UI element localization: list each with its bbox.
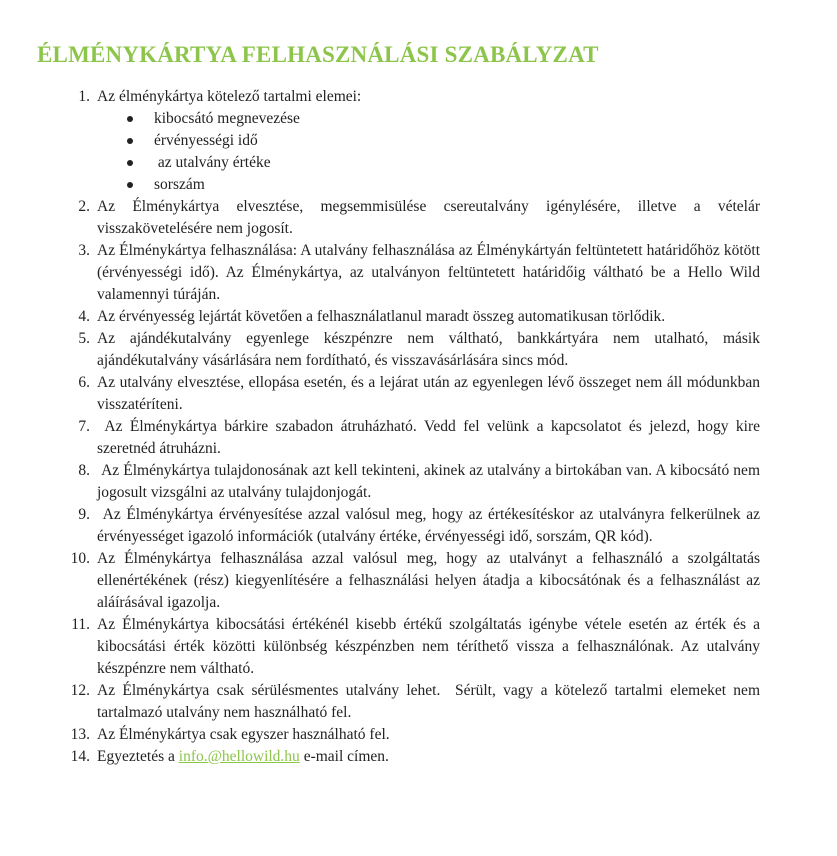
rule-number: 1 . bbox=[60, 86, 90, 108]
rule-number: 4 . bbox=[60, 306, 90, 328]
rule-item bbox=[60, 416, 764, 460]
sub-item-text: sorszám bbox=[154, 176, 205, 193]
rule-text: Az Élménykártya elvesztése, megsemmisülése csereutalvány igénylésére, illetve a vételár visszakövetelésére nem jogosít. bbox=[97, 198, 764, 237]
bullet-icon bbox=[127, 116, 133, 122]
rule-text: Az élménykártya kötelező tartalmi elemei: bbox=[97, 88, 362, 105]
rule-item bbox=[60, 504, 764, 548]
rule-item bbox=[60, 372, 764, 416]
rules-list bbox=[60, 86, 764, 768]
rule-number: 10 . bbox=[60, 548, 90, 570]
rule-text: Az Élménykártya kibocsátási értékénél kisebb értékű szolgáltatás igénybe vétele esetén az érték és a kibocsátási érték közötti különbség készpénzben nem téríthető vissza a felhasználónak. Az utalvány készpénzre nem váltható. bbox=[97, 616, 764, 677]
sub-list bbox=[97, 108, 760, 196]
rule-number: 3 . bbox=[60, 240, 90, 262]
bullet-icon bbox=[127, 138, 133, 144]
rule-number: 2 . bbox=[60, 196, 90, 218]
rule-item bbox=[60, 196, 764, 240]
sub-item-text: érvényességi idő bbox=[154, 132, 258, 149]
sub-list-item bbox=[127, 152, 760, 174]
sub-list-item bbox=[127, 174, 760, 196]
rule-text: Az érvényesség lejártát követően a felhasználatlanul maradt összeg automatikusan törlődik. bbox=[97, 308, 666, 325]
sub-list-item bbox=[127, 108, 760, 130]
rule-number: 11 . bbox=[60, 614, 90, 636]
bullet-icon bbox=[127, 160, 133, 166]
rule-item bbox=[60, 680, 764, 724]
rule-number: 14 . bbox=[60, 746, 90, 768]
rule-text: Az Élménykártya bárkire szabadon átruházható. Vedd fel velünk a kapcsolatot és jelezd, hogy kire szeretnéd átruházni. bbox=[97, 418, 764, 457]
sub-item-text: az utalvány értéke bbox=[154, 154, 271, 171]
rule-number: 7 . bbox=[60, 416, 90, 438]
rule-text: Az utalvány elvesztése, ellopása esetén, és a lejárat után az egyenlegen lévő összeget nem áll módunkban visszatéríteni. bbox=[97, 374, 764, 413]
rule-text-after: e-mail címen. bbox=[299, 748, 389, 765]
rule-item bbox=[60, 746, 760, 768]
rule-item bbox=[60, 724, 760, 746]
rule-text: Az Élménykártya csak sérülésmentes utalvány lehet. Sérült, vagy a kötelező tartalmi elemeket nem tartalmazó utalvány nem használható fel. bbox=[97, 682, 764, 721]
rule-item bbox=[60, 460, 764, 504]
rule-item bbox=[60, 614, 764, 680]
rule-text: Az ajándékutalvány egyenlege készpénzre nem váltható, bankkártyára nem utalható, másik ajándékutalvány vásárlására nem fordítható, és visszavásárlására sincs mód. bbox=[97, 330, 764, 369]
rule-number: 9 . bbox=[60, 504, 90, 526]
rule-item bbox=[60, 548, 764, 614]
rule-number: 8 . bbox=[60, 460, 90, 482]
sub-list-item bbox=[127, 130, 760, 152]
rule-item bbox=[60, 328, 764, 372]
rule-item bbox=[60, 306, 760, 328]
rule-text: Az Élménykártya tulajdonosának azt kell tekinteni, akinek az utalvány a birtokában van. A kibocsátó nem jogosult vizsgálni az utalvány tulajdonjogát. bbox=[97, 462, 764, 501]
bullet-icon bbox=[127, 182, 133, 188]
rule-item bbox=[60, 240, 764, 306]
rule-number: 13 . bbox=[60, 724, 90, 746]
rule-text: Az Élménykártya felhasználása azzal valósul meg, hogy az utalványt a felhasználó a szolgáltatás ellenértékének (rész) kiegyenlítésére a felhasználási helyen átadja a kibocsátónak és a felhasználást az aláírásával igazolja. bbox=[97, 550, 764, 611]
rule-number: 5 . bbox=[60, 328, 90, 350]
sub-item-text: kibocsátó megnevezése bbox=[154, 110, 300, 127]
document-title: ÉLMÉNYKÁRTYA FELHASZNÁLÁSI SZABÁLYZAT bbox=[37, 42, 599, 67]
rule-text: Az Élménykártya felhasználása: A utalvány felhasználása az Élménykártyán feltüntetett határidőhöz kötött (érvényességi idő). Az Élménykártya, az utalványon feltüntetett határidőig váltható be a Hello Wild valamennyi túráján. bbox=[97, 242, 764, 303]
rule-item bbox=[60, 86, 760, 196]
email-link[interactable]: info.@hellowild.hu bbox=[178, 748, 300, 765]
rule-number: 6 . bbox=[60, 372, 90, 394]
rule-number: 12 . bbox=[60, 680, 90, 702]
rule-text: Az Élménykártya csak egyszer használható fel. bbox=[97, 726, 390, 743]
rule-text: Az Élménykártya érvényesítése azzal valósul meg, hogy az értékesítéskor az utalványra felkerülnek az érvényességet igazoló információk (utalvány értéke, érvényességi idő, sorszám, QR kód). bbox=[97, 506, 764, 545]
rule-text-before: Egyeztetés a bbox=[97, 748, 179, 765]
